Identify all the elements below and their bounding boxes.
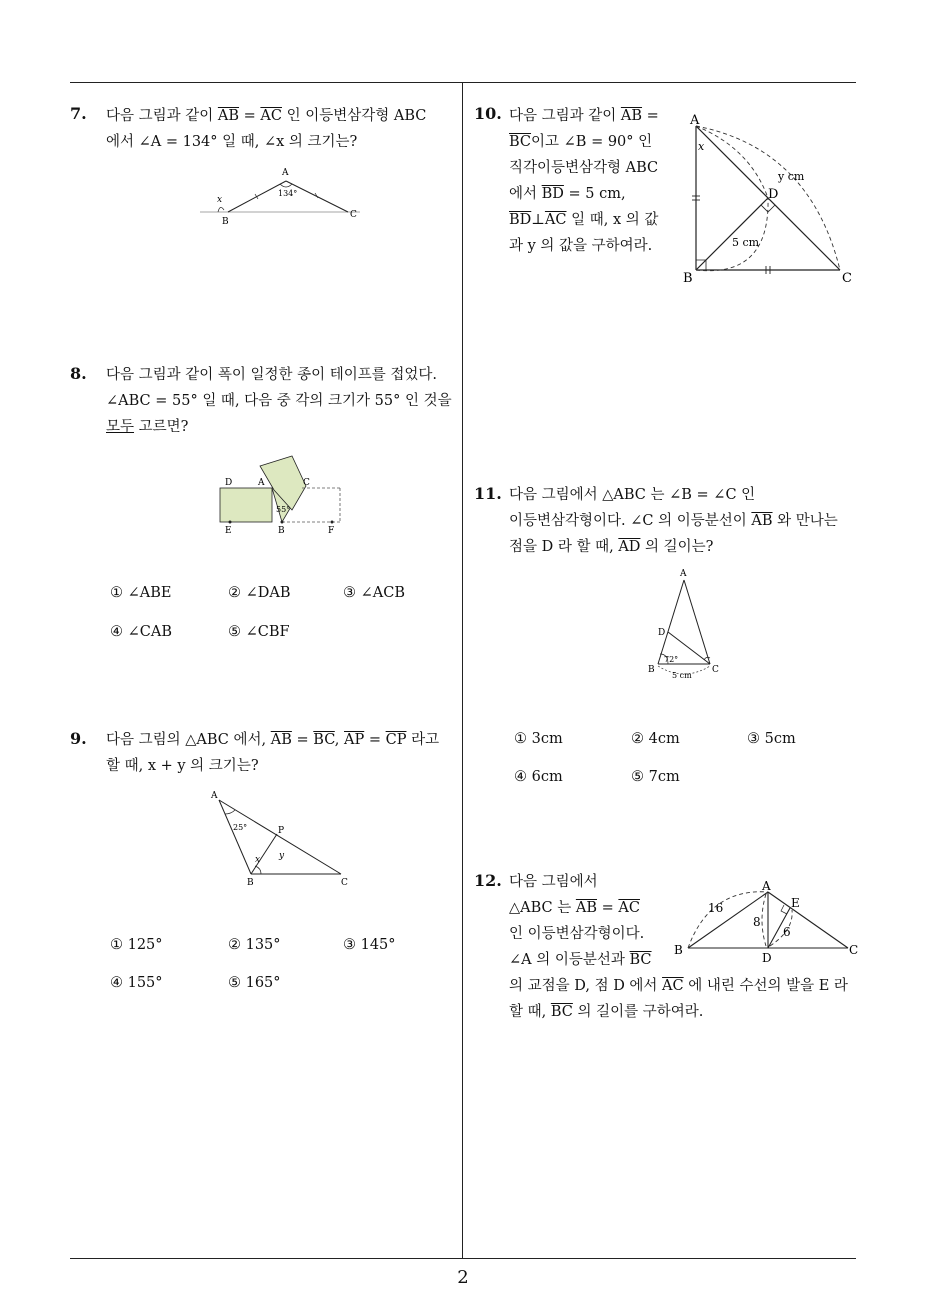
choice-2[interactable]: ② ∠DAB [228,585,291,601]
question-number: 7. [70,104,87,123]
bottom-rule [70,1258,856,1259]
label-angle: 72° [664,655,679,664]
question-number: 10. [474,104,502,123]
question-text: 다음 그림에서 △ABC 는 ∠B = ∠C 인 이등변삼각형이다. ∠C 의 이등분선이 $\overline{AB}$ 와 만나는 점을 D 라 할 때, $\overline{AD}$ 의 길이는? [509,487,838,555]
segment-ab: $\overline{AB}$ [217,108,240,124]
label-b: B [674,943,683,957]
figure-q12 [670,874,860,964]
choice-3[interactable]: ③ ∠ACB [343,585,405,601]
figure-q9 [205,786,355,890]
choice-2[interactable]: ② 4cm [631,731,680,747]
top-rule [70,82,856,83]
label-c: C [303,478,310,488]
choice-4[interactable]: ④ 155° [110,975,163,991]
question-number: 9. [70,729,87,748]
label-p: P [278,826,285,836]
label-5cm: 5 cm [732,236,760,249]
label-angle: 134° [278,189,298,198]
label-b: B [648,665,655,675]
label-a: A [282,168,289,178]
label-a: A [690,113,700,128]
choice-5[interactable]: ⑤ 165° [228,975,281,991]
label-d: D [225,478,233,488]
label-d: D [762,951,772,964]
label-b: B [222,217,229,227]
choice-2[interactable]: ② 135° [228,937,281,953]
label-c: C [350,210,357,220]
label-a: A [762,879,771,893]
question-number: 11. [474,484,502,503]
label-8: 8 [753,915,761,929]
choice-1[interactable]: ① 125° [110,937,163,953]
label-e: E [225,526,232,536]
choice-3[interactable]: ③ 145° [343,937,396,953]
choice-3[interactable]: ③ 5cm [747,731,796,747]
choice-4[interactable]: ④ ∠CAB [110,624,172,640]
label-x: x [255,855,261,865]
label-16: 16 [708,901,724,915]
question-text: 다음 그림의 △ABC 에서, $\overline{AB} = \overline{BC}$, $\overline{AP} = \overline{CP}$ 라고 할 때, x + y 의 크기는? [106,732,440,774]
label-c: C [341,878,348,888]
label-a: A [211,791,218,801]
question-text: 다음 그림과 같이 폭이 일정한 종이 테이프를 접었다. ∠ABC = 55° 일 때, 다음 중 각의 크기가 55° 인 것을 모두 고르면? [106,367,452,435]
question-number: 12. [474,871,502,890]
label-c: C [849,943,859,957]
label-b: B [247,878,254,888]
label-angle: 55° [276,505,291,514]
label-length: 5 cm [672,671,692,680]
label-c: C [712,665,719,675]
question-text: 다음 그림에서 △ABC 는 $\overline{AB} = \overline{AC}$ 인 이등변삼각형이다. ∠A 의 이등분선과 $\overline{BC}$ 의 교점을 D, 점 D 에서 $\overline{AC}$ 에 내린 수선의 발을 E 라 할 때, $\overline{BC}$ 의 길이를 구하여라. [509,874,848,1020]
column-divider [462,83,463,1258]
figure-q8 [214,452,354,538]
label-x: x [698,140,705,153]
figure-q11 [644,566,728,684]
label-c: C [842,271,852,286]
question-text: 다음 그림과 같이 $\overline{AB} = \overline{AC}$ 인 이등변삼각형 ABC 에서 ∠A = 134° 일 때, ∠x 의 크기는? [106,108,427,150]
choice-1[interactable]: ① ∠ABE [110,585,172,601]
figure-q7 [198,164,368,228]
choice-4[interactable]: ④ 6cm [514,769,563,785]
label-d: D [768,187,779,202]
label-f: F [328,526,335,536]
question-number: 8. [70,364,87,383]
label-ycm: y cm [778,170,805,183]
page-number: 2 [457,1267,469,1288]
label-b: B [278,526,285,536]
label-a: A [680,569,687,579]
choice-5[interactable]: ⑤ 7cm [631,769,680,785]
label-d: D [658,628,666,638]
segment-ac: $\overline{AC}$ [260,108,282,124]
label-b: B [683,271,693,286]
choice-5[interactable]: ⑤ ∠CBF [228,624,290,640]
label-x: x [217,195,223,205]
figure-q10 [680,108,856,290]
label-y: y [279,851,285,861]
label-6: 6 [783,925,791,939]
label-angle: 25° [233,823,248,832]
label-e: E [791,896,800,910]
label-a: A [258,478,265,488]
question-text: 다음 그림과 같이 $\overline{AB}$ = $\overline{BC}$이고 ∠B = 90° 인 직각이등변삼각형 ABC 에서 $\overline{BD} = 5$ cm, $\overline{BD}\perp\overline{AC}$ 일 때, x 의 값 과 y 의 값을 구하여라. [509,108,659,254]
choice-1[interactable]: ① 3cm [514,731,563,747]
